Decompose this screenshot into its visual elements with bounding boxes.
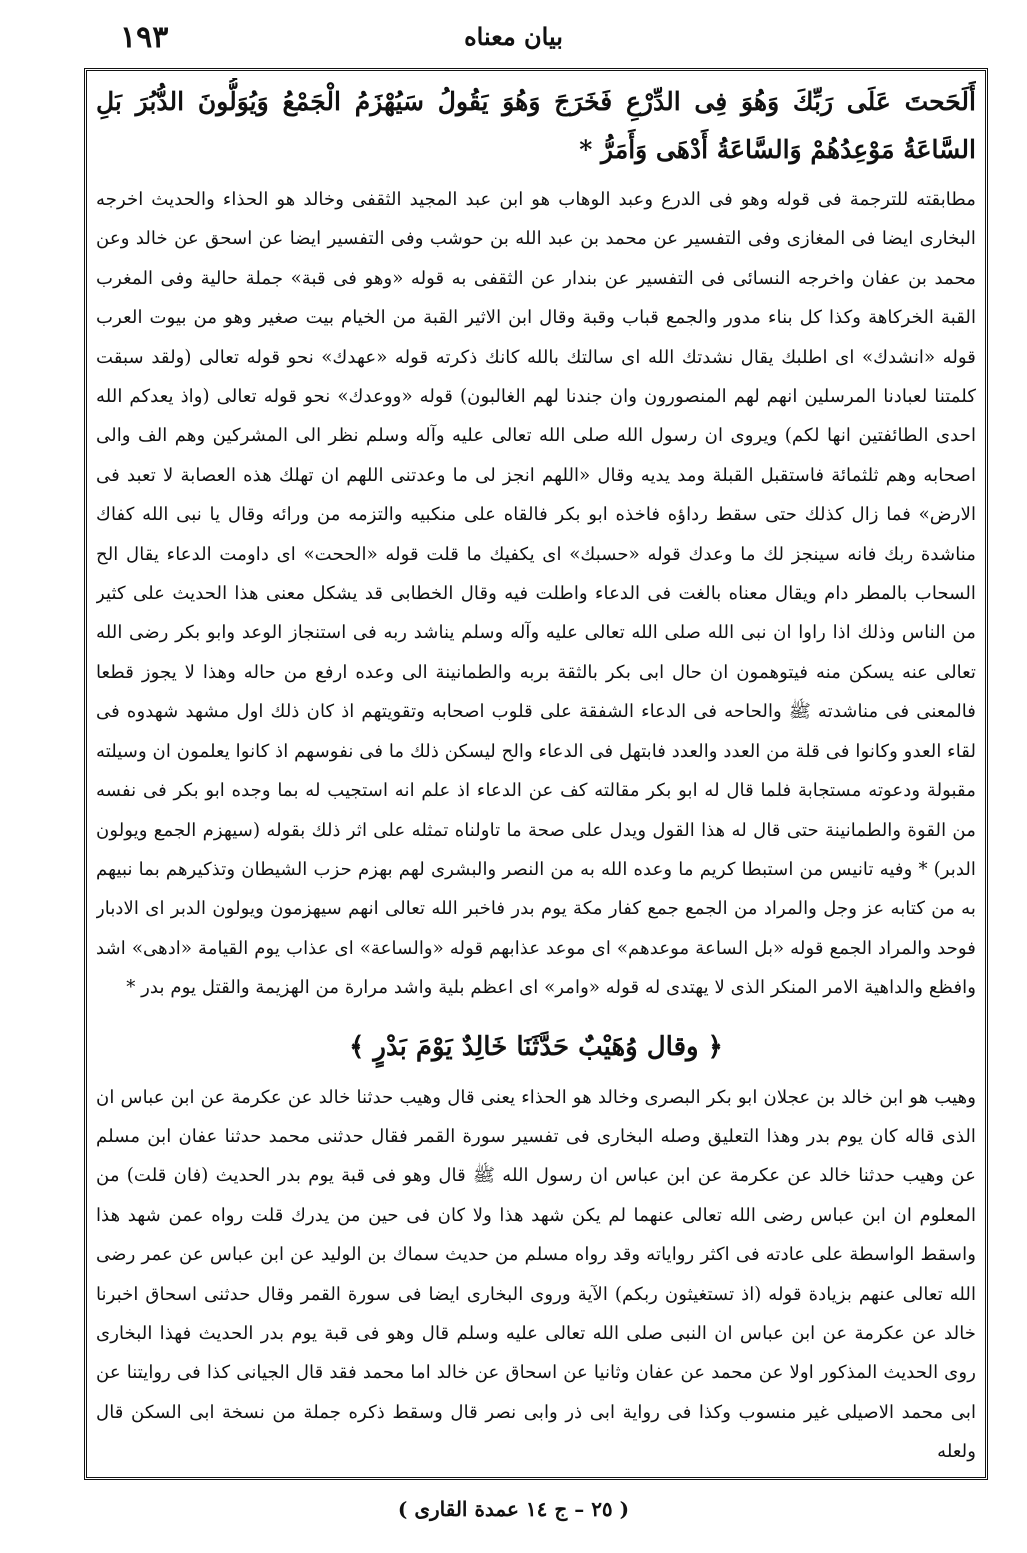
quoted-verse: أَلَحَحتَ عَلَى رَبِّكَ وَهُوَ فِى الدِّرْعِ فَخَرَجَ وَهُوَ يَقُولُ سَيُهْزَمُ الْجَمْعُ وَيُوَلُّونَ الدُّبُرَ بَلِ السَّاعَةُ مَوْعِدُهُمْ وَالسَّاعَةُ أَدْهَى وَأَمَرُّ * — [96, 87, 976, 164]
running-title: بيان معناه — [464, 22, 563, 51]
commentary-paragraph: مطابقته للترجمة فى قوله وهو فى الدرع وعبد الوهاب هو ابن عبد المجيد الثقفى وخالد هو الحذاء والحديث اخرجه البخارى ايضا فى المغازى وفى التفسير عن محمد بن عبد الله بن حوشب وفى التفسير ايضا عن اسحق عن خالد وعن محمد بن عفان واخرجه النسائى فى التفسير عن بندار عن الثقفى به قوله «وهو فى قبة» جملة حالية وفى المغرب القبة الخركاهة وكذا كل بناء مدور والجمع قباب وقبة وقال ابن الاثير القبة من الخيام بيت صغير وهو من بيوت العرب قوله «انشدك» اى اطلبك يقال نشدتك الله اى سالتك بالله كانك ذكرته قوله «عهدك» نحو قوله تعالى (ولقد سبقت كلمتنا لعبادنا المرسلين انهم لهم المنصورون وان جندنا لهم الغالبون) قوله «ووعدك» نحو قوله تعالى (واذ يعدكم الله احدى الطائفتين انها لكم) ويروى ان رسول الله صلى الله تعالى عليه وآله وسلم نظر الى المشركين وهم الف والى اصحابه وهم ثلثمائة فاستقبل القبلة ومد يديه وقال «اللهم انجز لى ما وعدتنى اللهم ان تهلك هذه العصابة لا تعبد فى الارض» فما زال كذلك حتى سقط رداؤه فاخذه ابو بكر فالقاه على منكبيه والتزمه من ورائه وقال يا نبى الله كفاك مناشدة ربك فانه سينجز لك ما وعدك قوله «حسبك» اى يكفيك ما قلت قوله «الححت» اى داومت الدعاء يقال الح السحاب بالمطر دام ويقال معناه بالغت فى الدعاء واطلت فيه وقال الخطابى قد يشكل معنى هذا الحديث على كثير من الناس وذلك اذا راوا ان نبى الله صلى الله تعالى عليه وآله وسلم يناشد ربه فى استنجاز الوعد وابو بكر رضى الله تعالى عنه يسكن منه فيتوهمون ان حال ابى بكر بالثقة بربه والطمانينة الى وعده ارفع من حاله وهذا لا يجوز قطعا فالمعنى فى مناشدته ﷺ والحاحه فى الدعاء الشفقة على قلوب اصحابه وتقويتهم اذ كان ذلك اول مشهد شهدوه فى لقاء العدو وكانوا فى قلة من العدد والعدد فابتهل فى الدعاء والح ليسكن ذلك ما فى نفوسهم اذ كانوا يعلمون ان وسيلته مقبولة ودعوته مستجابة فلما قال له ابو بكر مقالته كف عن الدعاء اذ علم انه استجيب له بما وجده ابو بكر فى نفسه من القوة والطمانينة حتى قال له هذا القول ويدل على صحة ما تاولناه تمثله على اثر ذلك بقوله (سيهزم الجمع ويولون الدبر) * وفيه تانيس من استبطا كريم ما وعده الله به من النصر والبشرى لهم بهزم حزب الشيطان وتذكيرهم بما نبيهم به من كتابه عز وجل والمراد من الجمع جمع كفار مكة يوم بدر فاخبر الله تعالى انهم سيهزمون ويولون الدبر اى الادبار فوحد والمراد الجمع قوله «بل الساعة موعدهم» اى موعد عذابهم قوله «والساعة» اى عذاب يوم القيامة «ادهى» اشد وافظع والداهية الامر المنكر الذى لا يهتدى له قوله «وامر» اى اعظم بلية واشد مرارة من الهزيمة والقتل يوم بدر * — [96, 189, 976, 999]
main-text — [96, 78, 976, 1472]
section-heading: ﴿ وقال وُهَيْبٌ حَدَّثَنَا خَالِدٌ يَوْمَ بَدْرٍ ﴾ — [349, 1031, 723, 1062]
page-number: ۱۹۳ — [120, 20, 169, 55]
page-header — [0, 0, 1027, 60]
commentary-paragraph-2: وهيب هو ابن خالد بن عجلان ابو بكر البصرى وخالد هو الحذاء يعنى قال وهيب حدثنا خالد عن عكرمة عن ابن عباس ان الذى قاله كان يوم بدر وهذا التعليق وصله البخارى فى تفسير سورة القمر فقال حدثنى محمد حدثنا عفان ابن مسلم عن وهيب حدثنا خالد عن عكرمة عن ابن عباس ان رسول الله ﷺ قال وهو فى قبة يوم بدر الحديث (فان قلت) من المعلوم ان ابن عباس رضى الله تعالى عنهما لم يكن شهد هذا ولا كان فى حين من يدرك قلت رواه عمن شهد هذا واسقط الواسطة على عادته فى اكثر رواياته وقد رواه مسلم من حديث سماك بن الوليد عن ابن عباس عن عمر رضى الله تعالى عنهم بزيادة قوله (اذ تستغيثون ربكم) الآية وروى البخارى ايضا فى سورة القمر وقال حدثنى اسحاق اخبرنا خالد عن عكرمة عن ابن عباس ان النبى صلى الله تعالى عليه وسلم قال وهو فى قبة يوم بدر الحديث فهذا البخارى روى الحديث المذكور اولا عن محمد عن عفان وثانيا عن اسحاق عن خالد اما محمد فقد قال الجيانى كذا فى روايتنا عن ابى محمد الاصيلى غير منسوب وكذا فى رواية ابى ذر وابى نصر قال وسقط ذكره جملة من نسخة ابى السكن قال ولعله — [96, 1086, 976, 1463]
page-footer: ( ٢٥ – ج ١٤ عمدة القارى ) — [397, 1497, 630, 1521]
